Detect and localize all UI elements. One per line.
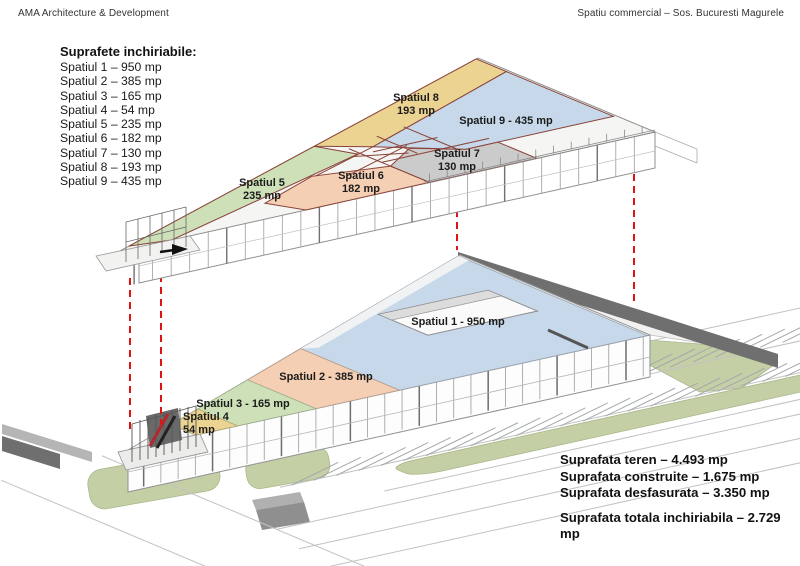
decor-line <box>336 452 383 475</box>
total-inchiriabila: Suprafata totala inchiriabila – 2.729 mp <box>560 509 781 541</box>
site-totals <box>560 452 800 543</box>
legend-item-spatiul-9: Spatiul 9 – 435 mp <box>60 174 162 189</box>
legend-title: Suprafete inchiriabile: <box>60 44 197 59</box>
legend-item-spatiul-7: Spatiul 7 – 130 mp <box>60 145 162 160</box>
zone-label-spatiul-8-line2: 193 mp <box>397 105 435 117</box>
header-project-title: Spatiu commercial – Sos. Bucuresti Magurele <box>577 8 784 19</box>
zone-label-spatiul-6-line2: 182 mp <box>342 183 380 195</box>
total-teren: Suprafata teren – 4.493 mp <box>560 452 728 467</box>
zone-label-spatiul-1: Spatiul 1 - 950 mp <box>411 316 505 328</box>
zone-label-spatiul-4-line2: 54 mp <box>183 424 215 436</box>
legend-item-spatiul-3: Spatiul 3 – 165 mp <box>60 88 162 103</box>
legend-item-spatiul-8: Spatiul 8 – 193 mp <box>60 160 162 175</box>
zone-label-spatiul-5-line1: Spatiul 5 <box>239 177 285 189</box>
zone-label-spatiul-7-line2: 130 mp <box>438 161 476 173</box>
zone-label-spatiul-2: Spatiul 2 - 385 mp <box>279 371 373 383</box>
decor-line <box>783 319 800 342</box>
east-canopy-lines <box>655 132 697 163</box>
zone-label-spatiul-4-line1: Spatiul 4 <box>183 411 229 423</box>
zone-label-spatiul-6-line1: Spatiul 6 <box>338 170 384 182</box>
zone-label-spatiul-9: Spatiul 9 - 435 mp <box>459 115 553 127</box>
total-desfasurata: Suprafata desfasurata – 3.350 mp <box>560 485 770 500</box>
legend-item-spatiul-4: Spatiul 4 – 54 mp <box>60 102 155 117</box>
zone-label-spatiul-8-line1: Spatiul 8 <box>393 92 439 104</box>
header-company: AMA Architecture & Development <box>18 8 169 19</box>
zone-label-spatiul-7-line1: Spatiul 7 <box>434 148 480 160</box>
legend-item-spatiul-2: Spatiul 2 – 385 mp <box>60 74 162 89</box>
zone-label-spatiul-3: Spatiul 3 - 165 mp <box>196 398 290 410</box>
legend-item-spatiul-6: Spatiul 6 – 182 mp <box>60 131 162 146</box>
legend-item-spatiul-5: Spatiul 5 – 235 mp <box>60 117 162 132</box>
zone-label-spatiul-5-line2: 235 mp <box>243 190 281 202</box>
total-construite: Suprafata construite – 1.675 mp <box>560 468 760 484</box>
legend-item-spatiul-1: Spatiul 1 – 950 mp <box>60 60 162 74</box>
decor-line <box>760 324 800 347</box>
